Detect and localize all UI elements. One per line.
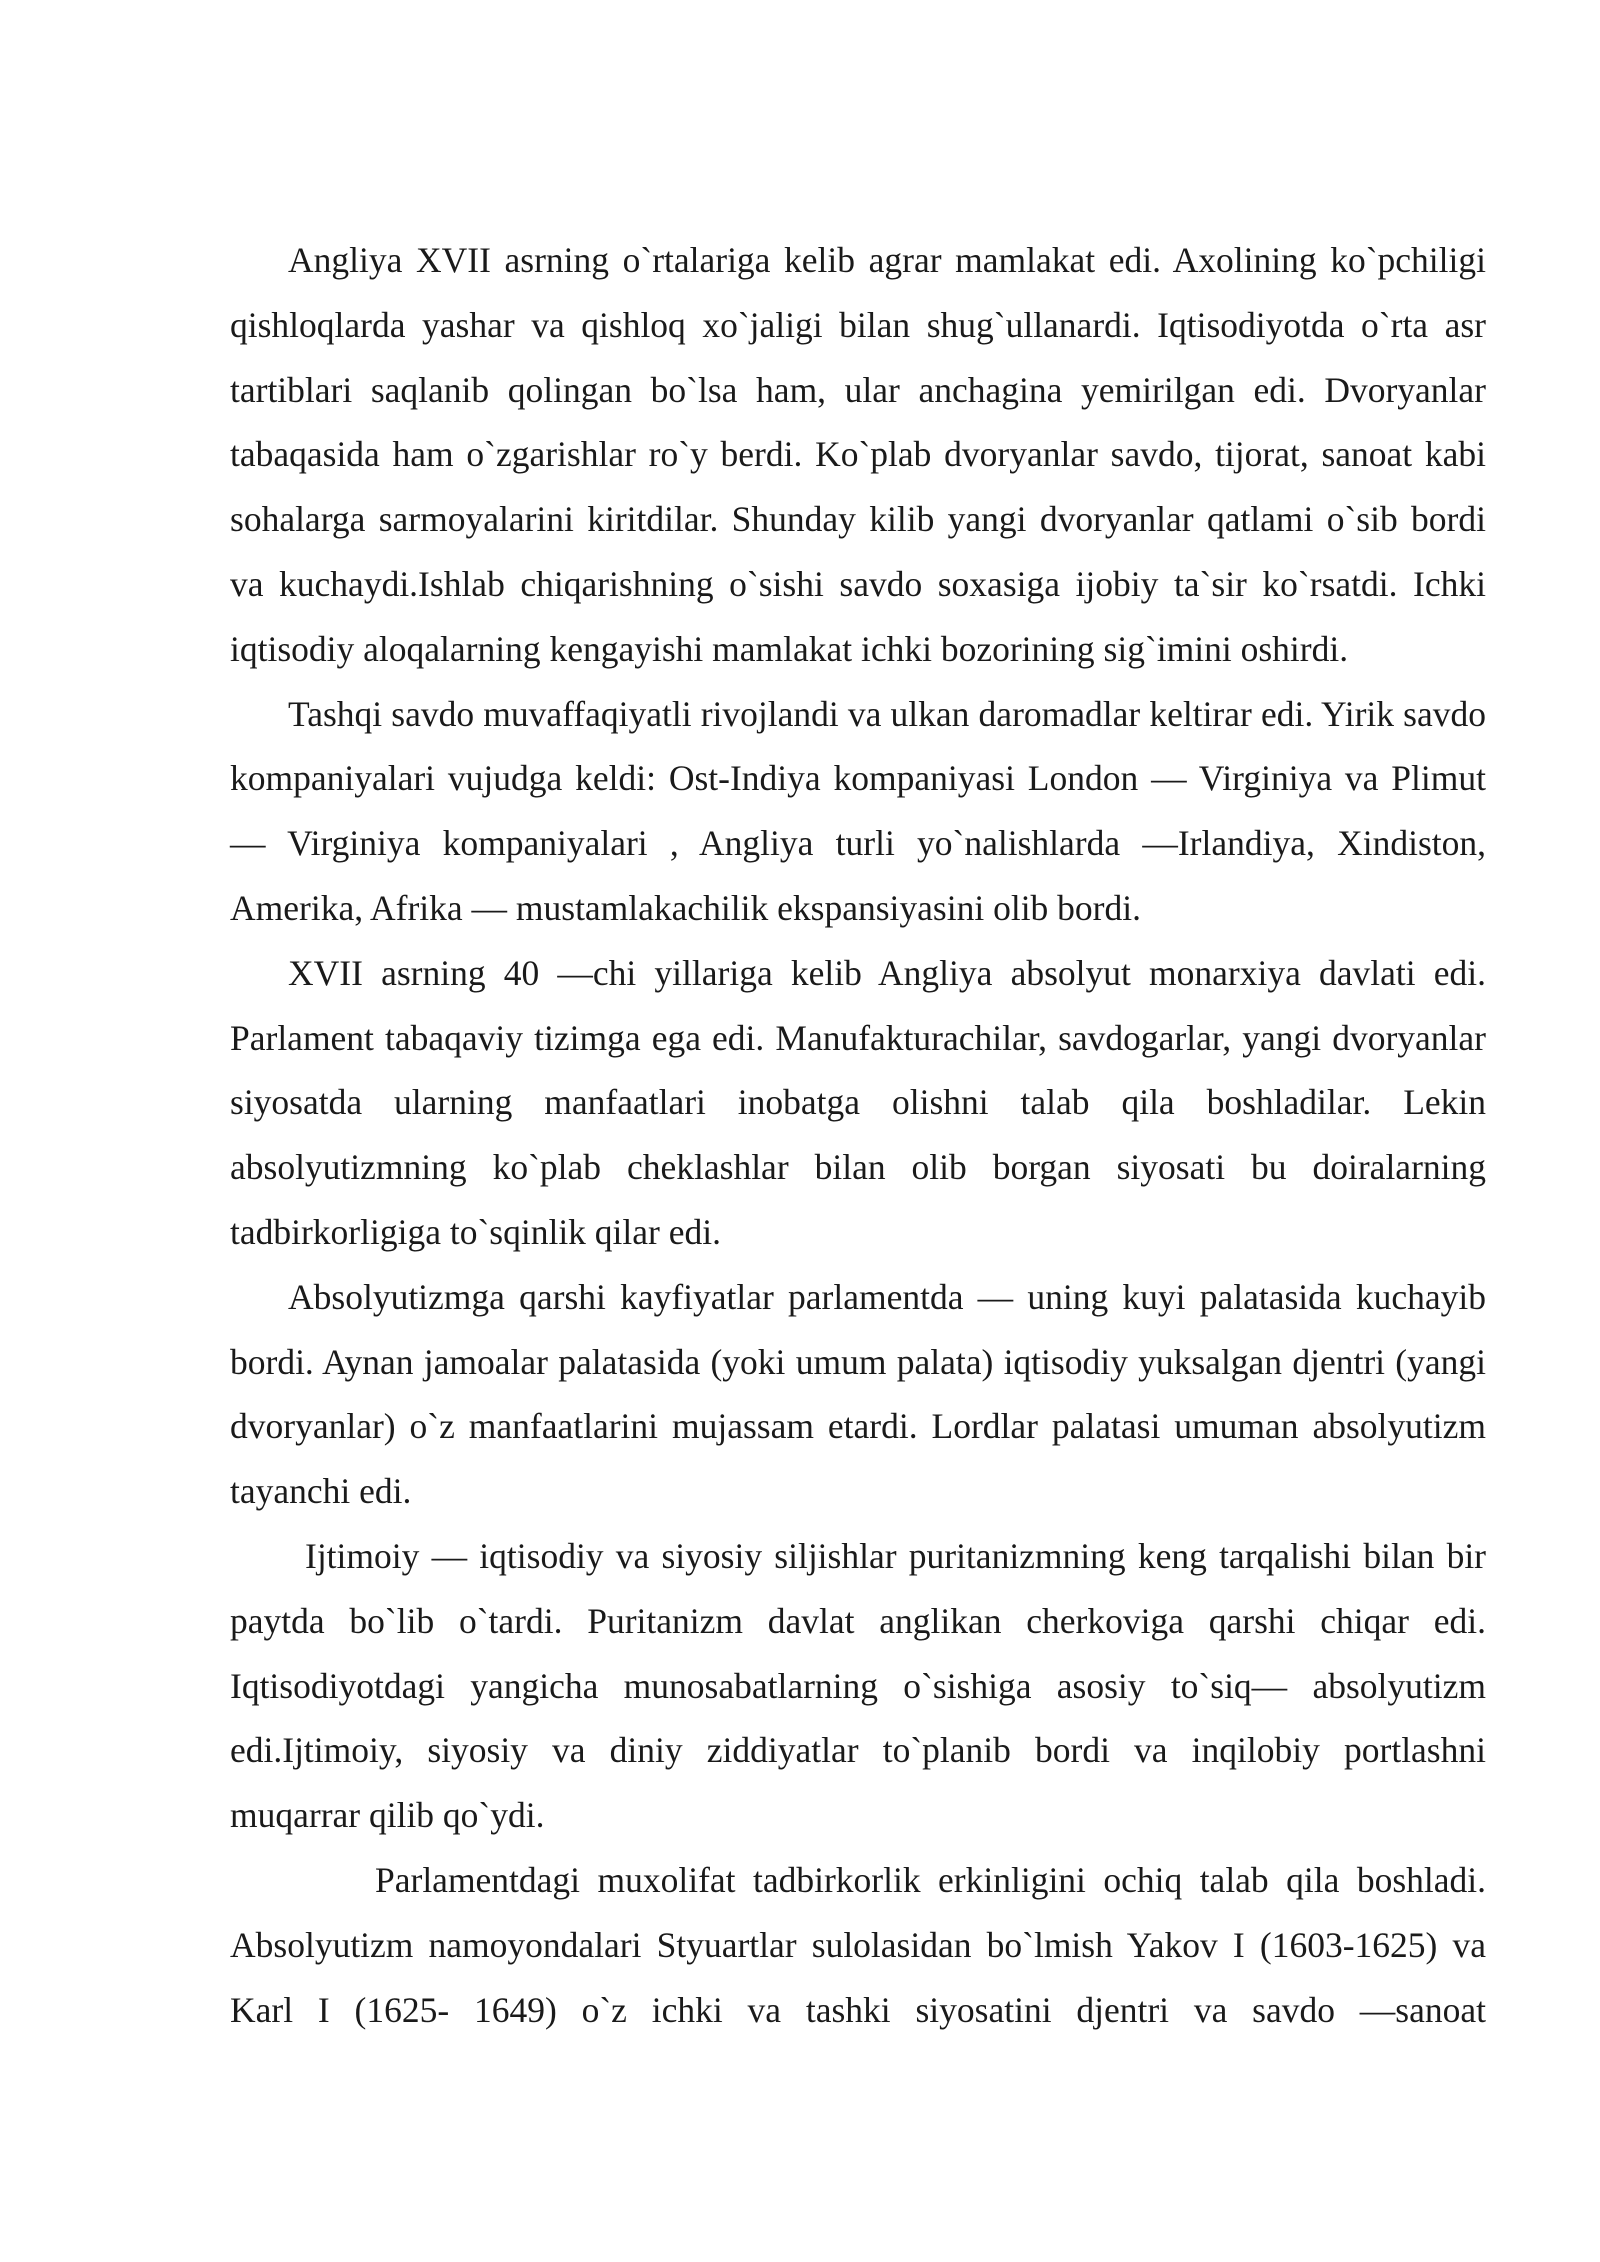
paragraph-1: Angliya XVII asrning o`rtalariga kelib agrar mamlakat edi. Axolining ko`pchiligi qishloqlarda yashar va qishloq xo`jaligi bilan shug`ullanardi. Iqtisodiyotda o`rta asr tartiblari saqlanib qolingan bo`lsa ham, ular anchagina yemirilgan edi. Dvoryanlar tabaqasida ham o`zgarishlar ro`y berdi. Ko`plab dvoryanlar savdo, tijorat, sanoat kabi sohalarga sarmoyalarini kiritdilar. Shunday kilib yangi dvoryanlar qatlami o`sib bordi va kuchaydi.Ishlab chiqarishning o`sishi savdo soxasiga ijobiy ta`sir ko`rsatdi. Ichki iqtisodiy aloqalarning kengayishi mamlakat ichki bozorining sig`imini oshirdi.	[230, 240, 1486, 669]
paragraph-6: Parlamentdagi muxolifat tadbirkorlik erkinligini ochiq talab qila boshladi. Absolyutizm namoyondalari Styuartlar sulolasidan bo`lmish Yakov I (1603-1625) va Karl I (1625- 1649) o`z ichki va tashki siyosatini djentri va savdo —sanoat	[230, 1859, 1486, 2030]
paragraph-2: Tashqi savdo muvaffaqiyatli rivojlandi va ulkan daromadlar keltirar edi. Yirik savdo kompaniyalari vujudga keldi: Ost-Indiya kompaniyasi London — Virginiya va Plimut — Virginiya kompaniyalari , Angliya turli yo`nalishlarda —Irlandiya, Xindiston, Amerika, Afrika — mustamlakachilik ekspansiyasini olib bordi.	[230, 693, 1486, 928]
paragraph-3: XVII asrning 40 —chi yillariga kelib Angliya absolyut monarxiya davlati edi. Parlament tabaqaviy tizimga ega edi. Manufakturachilar, savdogarlar, yangi dvoryanlar siyosatda ularning manfaatlari inobatga olishni talab qila boshladilar. Lekin absolyutizmning ko`plab cheklashlar bilan olib borgan siyosati bu doiralarning tadbirkorligiga to`sqinlik qilar edi.	[230, 952, 1486, 1252]
paragraph-5: Ijtimoiy — iqtisodiy va siyosiy siljishlar puritanizmning keng tarqalishi bilan bir paytda bo`lib o`tardi. Puritanizm davlat anglikan cherkoviga qarshi chiqar edi. Iqtisodiyotdagi yangicha munosabatlarning o`sishiga asosiy to`siq— absolyutizm edi.Ijtimoiy, siyosiy va diniy ziddiyatlar to`planib bordi va inqilobiy portlashni muqarrar qilib qo`ydi.	[230, 1535, 1486, 1836]
paragraph-4: Absolyutizmga qarshi kayfiyatlar parlamentda — uning kuyi palatasida kuchayib bordi. Aynan jamoalar palatasida (yoki umum palata) iqtisodiy yuksalgan djentri (yangi dvoryanlar) o`z manfaatlarini mujassam etardi. Lordlar palatasi umuman absolyutizm tayanchi edi.	[230, 1276, 1486, 1512]
document-body	[230, 228, 1486, 2042]
